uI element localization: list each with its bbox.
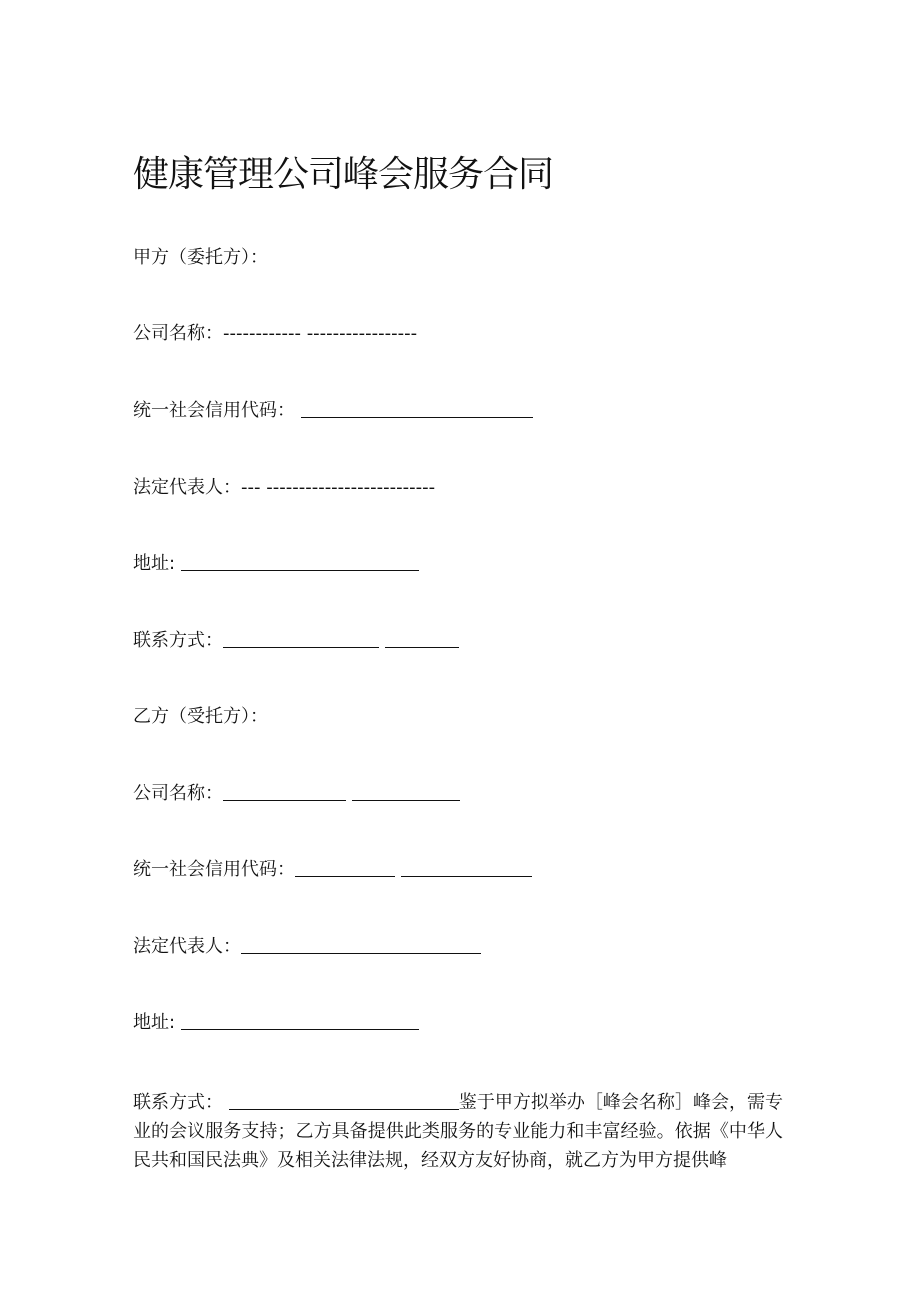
party-a-rep-label: 法定代表人： <box>133 477 241 498</box>
intro-paragraph: 鉴于甲方拟举办［峰会名称］峰会，需专业的会议服务支持；乙方具备提供此类服务的专业能力和丰富经验。依据《中华人民共和国民法典》及相关法律法规，经双方友好协商，就乙方为甲方提供峰 <box>133 1092 783 1171</box>
document-title: 健康管理公司峰会服务合同 <box>133 154 554 195</box>
party-b-rep-blank <box>241 935 481 954</box>
party-b-address-blank <box>181 1011 419 1030</box>
party-a-rep-blank-2: -------------------------- <box>266 477 436 498</box>
party-b-rep-row <box>133 935 481 959</box>
party-a-contact-label: 联系方式： <box>133 630 223 651</box>
party-a-rep-blank-1: --- <box>241 477 261 498</box>
party-a-company-row <box>133 322 417 346</box>
party-a-company-label: 公司名称： <box>133 323 223 344</box>
party-a-company-blank-2: ----------------- <box>306 323 418 344</box>
party-a-contact-blank-1 <box>223 629 379 648</box>
party-b-company-blank-2 <box>352 782 460 801</box>
party-b-contact-blank <box>229 1091 459 1110</box>
party-a-credit-label: 统一社会信用代码： <box>133 400 295 421</box>
party-a-company-blank-1: ------------ <box>223 323 301 344</box>
party-a-address-row <box>133 552 419 576</box>
party-b-company-blank-1 <box>223 782 346 801</box>
party-a-contact-row <box>133 629 459 653</box>
party-a-rep-row <box>133 476 435 500</box>
party-b-rep-label: 法定代表人： <box>133 936 241 957</box>
party-b-address-label: 地址: <box>133 1012 176 1033</box>
party-b-company-label: 公司名称： <box>133 783 223 804</box>
party-b-heading: 乙方（受托方）： <box>133 706 268 727</box>
party-a-contact-blank-2 <box>385 629 459 648</box>
party-a-address-blank <box>181 552 419 571</box>
party-b-address-row <box>133 1011 419 1035</box>
party-b-company-row <box>133 782 460 806</box>
party-b-contact-label: 联系方式： <box>133 1092 224 1113</box>
party-a-address-label: 地址: <box>133 553 176 574</box>
party-a-heading: 甲方（委托方）： <box>133 247 268 268</box>
party-b-contact-and-intro <box>133 1088 783 1175</box>
party-a-credit-row <box>133 399 533 423</box>
party-b-credit-blank-1 <box>295 858 395 877</box>
party-a-credit-blank <box>301 399 533 418</box>
party-b-credit-blank-2 <box>401 858 532 877</box>
party-b-credit-row <box>133 858 532 882</box>
party-b-credit-label: 统一社会信用代码： <box>133 859 295 880</box>
